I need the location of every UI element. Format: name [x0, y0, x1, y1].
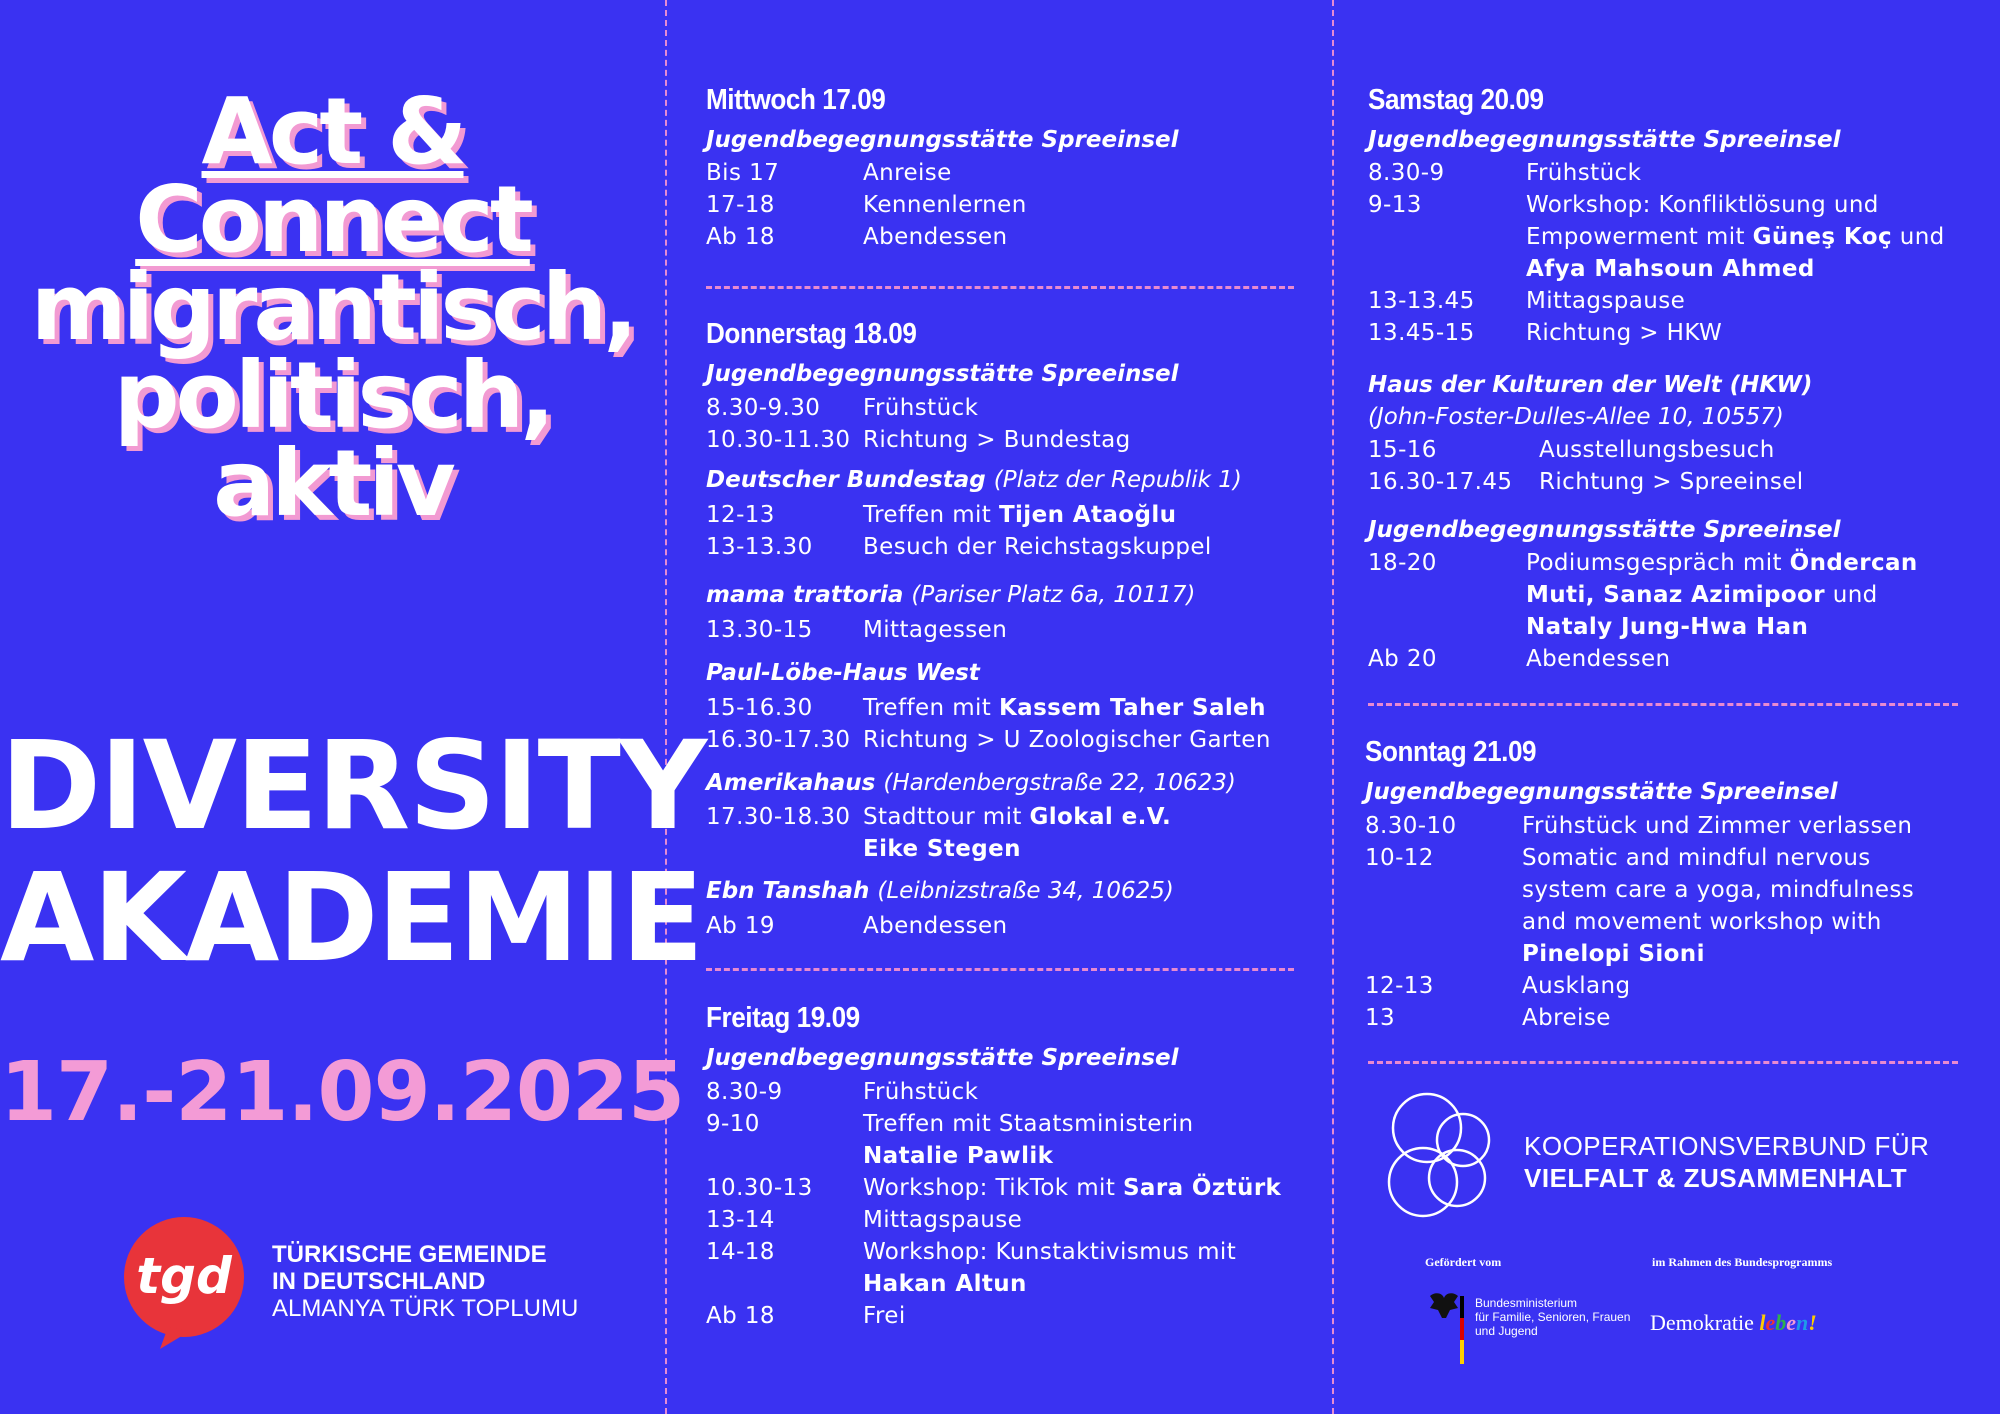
time: Ab 20	[1368, 646, 1437, 672]
bmfsfj-text	[1475, 1296, 1630, 1338]
bmfsfj-line-2: für Familie, Senioren, Frauen	[1475, 1310, 1631, 1324]
person-name: Sara Öztürk	[1122, 1175, 1282, 1201]
demokratie-leben-logo	[1650, 1310, 1817, 1336]
time: 10.30-13	[706, 1175, 813, 1201]
time: 16.30-17.45	[1368, 469, 1513, 495]
venue-sun: Jugendbegegnungsstätte Spreeinsel	[1365, 779, 1838, 805]
person-name: Nataly Jung-Hwa Han	[1526, 614, 1809, 640]
activity	[863, 833, 1021, 865]
venue-name: Deutscher Bundestag	[706, 467, 986, 493]
activity-text: Empowerment mit	[1526, 224, 1753, 250]
activity: Frühstück	[863, 1079, 979, 1105]
leben-letter: !	[1808, 1310, 1817, 1335]
person-name: Pinelopi Sioni	[1522, 941, 1705, 967]
activity: Anreise	[863, 160, 952, 186]
tgd-org-name	[272, 1241, 578, 1322]
title-line-5: aktiv	[213, 430, 452, 537]
gefoerdert-label: Gefördert vom	[1425, 1255, 1502, 1269]
time: 13-13.30	[706, 534, 813, 560]
time: 8.30-9.30	[706, 395, 821, 421]
koop-line-2: VIELFALT & ZUSAMMENHALT	[1524, 1163, 1908, 1193]
time: 15-16	[1368, 437, 1437, 463]
activity: Frühstück und Zimmer verlassen	[1522, 813, 1913, 839]
activity: Richtung > U Zoologischer Garten	[863, 727, 1271, 753]
day-separator	[1368, 1061, 1958, 1064]
activity: Mittagspause	[1526, 288, 1686, 314]
time: 16.30-17.30	[706, 727, 851, 753]
time: 12-13	[1365, 973, 1434, 999]
activity	[1526, 579, 1878, 611]
activity: Kennenlernen	[863, 192, 1027, 218]
tgd-logo-icon	[120, 1215, 248, 1351]
academy-line-1: DIVERSITY	[0, 715, 706, 857]
activity	[863, 692, 1266, 724]
venue-address: (Pariser Platz 6a, 10117)	[911, 582, 1196, 608]
leben-letter: e	[1765, 1310, 1776, 1335]
time: Ab 18	[706, 1303, 775, 1329]
time: 15-16.30	[706, 695, 813, 721]
day-heading-sat: Samstag 20.09	[1368, 84, 1544, 116]
activity: system care a yoga, mindfulness	[1522, 877, 1915, 903]
activity	[1526, 221, 1945, 253]
activity: Frei	[863, 1303, 906, 1329]
academy-heading	[0, 715, 706, 989]
tgd-line-2: IN DEUTSCHLAND	[272, 1268, 486, 1295]
time: Bis 17	[706, 160, 780, 186]
time: 8.30-9	[706, 1079, 783, 1105]
venue-thu-6	[706, 878, 1174, 904]
day-heading-fri: Freitag 19.09	[706, 1002, 860, 1034]
day-separator	[706, 286, 1294, 289]
activity: and movement workshop with	[1522, 909, 1882, 935]
activity: Besuch der Reichstagskuppel	[863, 534, 1212, 560]
day-separator	[1368, 703, 1958, 706]
day-separator	[706, 968, 1294, 971]
venue-thu-5	[706, 770, 1236, 796]
title-line-1: Act &	[201, 78, 464, 185]
activity: Richtung > HKW	[1526, 320, 1723, 346]
time: 14-18	[706, 1239, 775, 1265]
venue-address: (Platz der Republik 1)	[993, 467, 1242, 493]
time: 17-18	[706, 192, 775, 218]
left-panel	[0, 0, 706, 1414]
tgd-logo-text: tgd	[136, 1247, 232, 1305]
venue-sat-2: Haus der Kulturen der Welt (HKW)	[1368, 372, 1813, 398]
leben-letter: e	[1786, 1310, 1797, 1335]
activity: Abendessen	[1526, 646, 1671, 672]
venue-thu-3	[706, 582, 1195, 608]
venue-sat-3: Jugendbegegnungsstätte Spreeinsel	[1368, 517, 1841, 543]
venue-sat-2-address: (John-Foster-Dulles-Allee 10, 10557)	[1368, 404, 1784, 430]
title-line-4: politisch,	[113, 342, 552, 449]
venue-name: mama trattoria	[706, 582, 904, 608]
time: 13.45-15	[1368, 320, 1475, 346]
venue-address: (Leibnizstraße 34, 10625)	[877, 878, 1174, 904]
bmfsfj-line-3: und Jugend	[1475, 1324, 1538, 1338]
venue-address: (Hardenbergstraße 22, 10623)	[883, 770, 1236, 796]
activity: Abendessen	[863, 913, 1008, 939]
activity-text: Workshop: TikTok mit	[863, 1175, 1123, 1201]
person-name: Öndercan	[1789, 550, 1918, 576]
time: Ab 18	[706, 224, 775, 250]
venue-wed: Jugendbegegnungsstätte Spreeinsel	[706, 127, 1179, 153]
activity-text: und	[1892, 224, 1945, 250]
venue-thu-1: Jugendbegegnungsstätte Spreeinsel	[706, 361, 1179, 387]
time: 8.30-10	[1365, 813, 1457, 839]
time: 13	[1365, 1005, 1396, 1031]
tgd-line-1: TÜRKISCHE GEMEINDE	[272, 1241, 547, 1268]
time: Ab 19	[706, 913, 775, 939]
time: 17.30-18.30	[706, 804, 851, 830]
day-heading-sun: Sonntag 21.09	[1365, 736, 1537, 768]
person-name: Güneş Koç	[1752, 224, 1892, 250]
column-divider-left	[665, 0, 667, 1414]
person-name: Natalie Pawlik	[863, 1143, 1054, 1169]
activity: Ausklang	[1522, 973, 1631, 999]
venue-sat-1: Jugendbegegnungsstätte Spreeinsel	[1368, 127, 1841, 153]
activity: Frühstück	[1526, 160, 1642, 186]
time: 10-12	[1365, 845, 1434, 871]
event-date: 17.-21.09.2025	[0, 1045, 685, 1140]
time: 9-10	[706, 1111, 760, 1137]
person-name: Tijen Ataoğlu	[998, 502, 1177, 528]
time: 9-13	[1368, 192, 1422, 218]
time: 13-13.45	[1368, 288, 1475, 314]
activity	[863, 1140, 1053, 1172]
org-name: Glokal e.V.	[1029, 804, 1172, 830]
title-line-3: migrantisch,	[30, 254, 635, 361]
activity: Workshop: Konfliktlösung und	[1526, 192, 1879, 218]
leben-word	[1759, 1310, 1816, 1335]
activity	[863, 1268, 1027, 1300]
activity: Abreise	[1522, 1005, 1611, 1031]
activity	[1526, 547, 1918, 579]
kooperationsverbund-logo-icon	[1385, 1090, 1505, 1220]
tgd-line-3: ALMANYA TÜRK TOPLUMU	[272, 1295, 579, 1322]
title-line-2: Connect	[135, 166, 530, 273]
time: 8.30-9	[1368, 160, 1445, 186]
venue-thu-2	[706, 467, 1242, 493]
activity	[1526, 611, 1808, 643]
venue-name: Ebn Tanshah	[706, 878, 870, 904]
activity	[863, 1172, 1281, 1204]
time: 18-20	[1368, 550, 1437, 576]
time: 13-14	[706, 1207, 775, 1233]
activity-text: Treffen mit	[863, 502, 999, 528]
person-name: Afya Mahsoun Ahmed	[1526, 256, 1815, 282]
event-title	[0, 78, 665, 537]
activity: Richtung > Bundestag	[863, 427, 1131, 453]
activity-text: Treffen mit	[863, 695, 999, 721]
federal-eagle-flag-icon	[1424, 1292, 1468, 1372]
activity: Mittagessen	[863, 617, 1008, 643]
time: 12-13	[706, 502, 775, 528]
activity	[1522, 938, 1705, 970]
person-name: Muti, Sanaz Azimipoor	[1526, 582, 1825, 608]
person-name: Eike Stegen	[863, 836, 1021, 862]
activity: Workshop: Kunstaktivismus mit	[863, 1239, 1237, 1265]
leben-letter: l	[1759, 1310, 1766, 1335]
bundesprogramm-label: im Rahmen des Bundesprogramms	[1652, 1255, 1833, 1269]
activity	[1526, 253, 1815, 285]
activity: Mittagspause	[863, 1207, 1023, 1233]
column-divider-right	[1332, 0, 1334, 1414]
person-name: Kassem Taher Saleh	[998, 695, 1266, 721]
time: 13.30-15	[706, 617, 813, 643]
activity-text: Stadttour mit	[863, 804, 1030, 830]
venue-fri: Jugendbegegnungsstätte Spreeinsel	[706, 1045, 1179, 1071]
venue-name: Amerikahaus	[706, 770, 876, 796]
activity: Abendessen	[863, 224, 1008, 250]
kooperationsverbund-text	[1524, 1130, 1929, 1194]
demokratie-word: Demokratie	[1650, 1310, 1754, 1335]
bmfsfj-line-1: Bundesministerium	[1475, 1296, 1578, 1310]
activity	[863, 499, 1176, 531]
activity: Frühstück	[863, 395, 979, 421]
activity-text: und	[1825, 582, 1878, 608]
activity: Somatic and mindful nervous	[1522, 845, 1871, 871]
academy-line-2: AKADEMIE	[0, 847, 703, 989]
leben-letter: n	[1796, 1310, 1809, 1335]
leben-letter: b	[1775, 1310, 1787, 1335]
koop-line-1: KOOPERATIONSVERBUND FÜR	[1524, 1131, 1930, 1161]
activity: Treffen mit Staatsministerin	[863, 1111, 1194, 1137]
activity	[863, 801, 1171, 833]
day-heading-thu: Donnerstag 18.09	[706, 318, 917, 350]
time: 10.30-11.30	[706, 427, 851, 453]
day-heading-wed: Mittwoch 17.09	[706, 84, 886, 116]
person-name: Hakan Altun	[863, 1271, 1027, 1297]
activity: Richtung > Spreeinsel	[1539, 469, 1804, 495]
activity: Ausstellungsbesuch	[1539, 437, 1775, 463]
venue-thu-4: Paul-Löbe-Haus West	[706, 660, 980, 686]
activity-text: Podiumsgespräch mit	[1526, 550, 1790, 576]
